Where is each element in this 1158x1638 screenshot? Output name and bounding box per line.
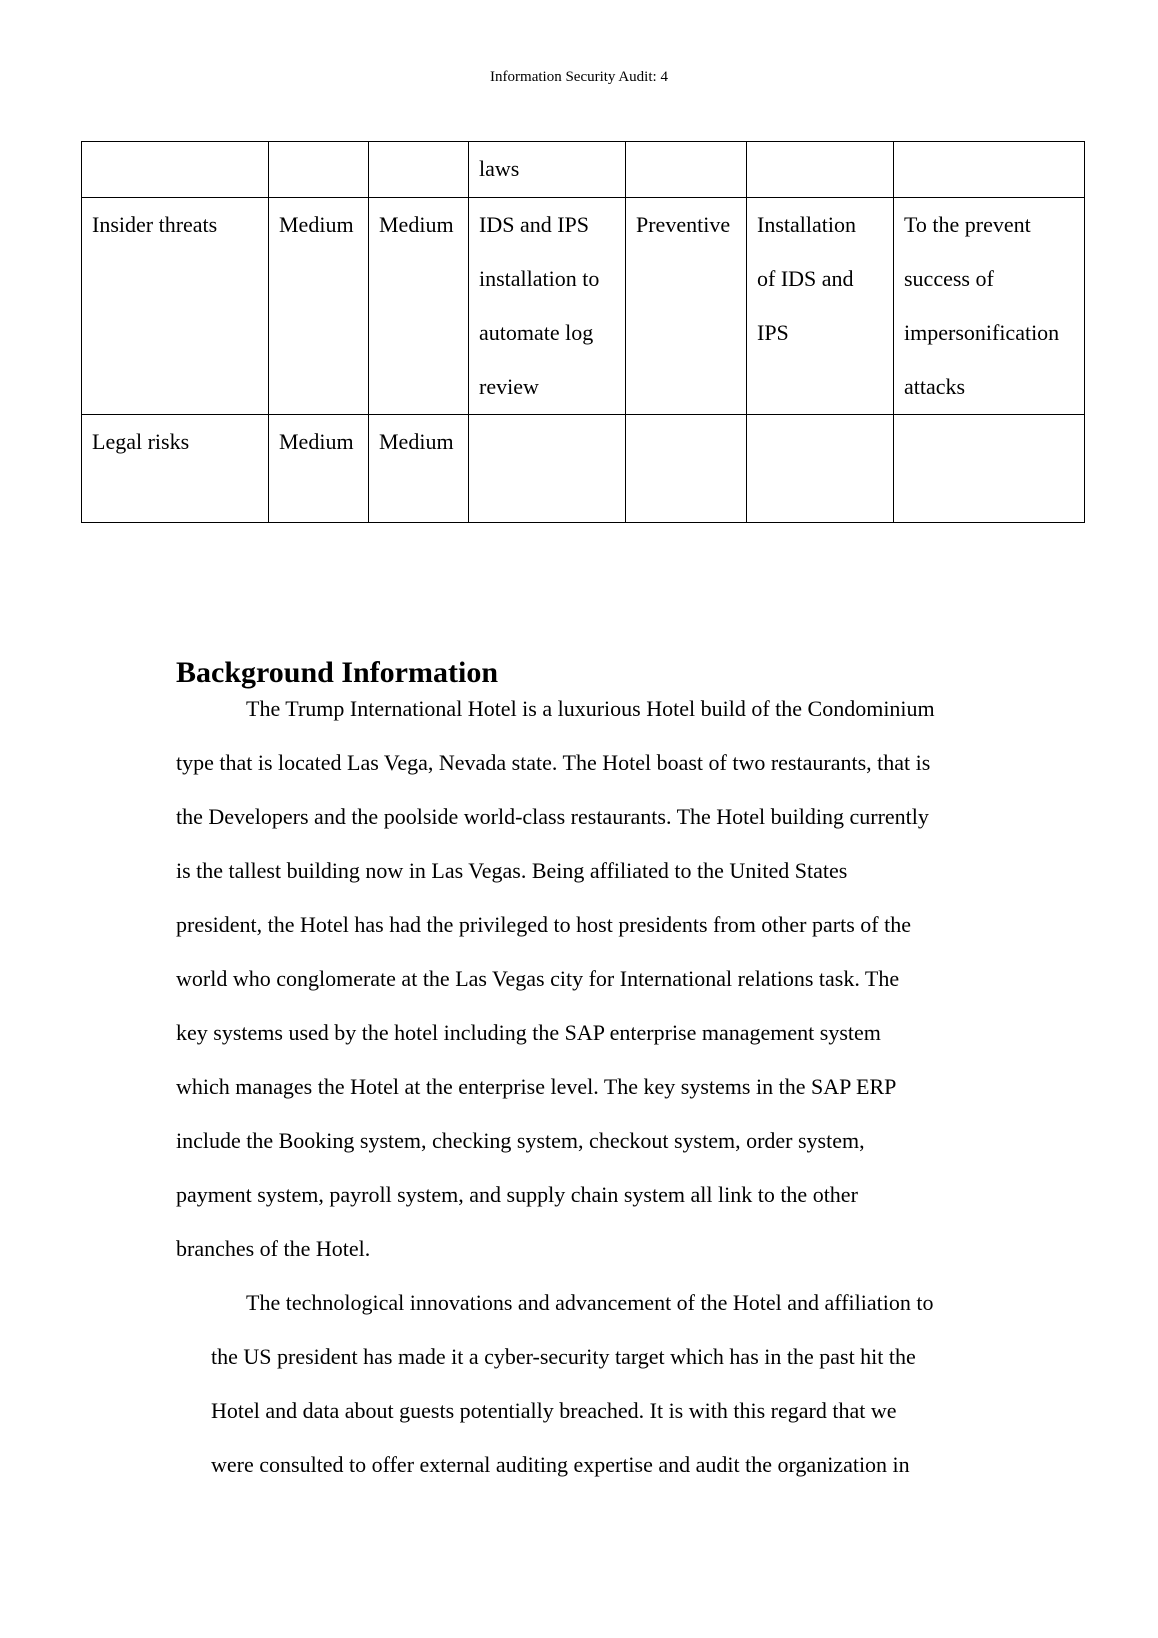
text-line: which manages the Hotel at the enterprise level. The key systems in the SAP ERP xyxy=(176,1074,897,1099)
cell-risk: Insider threats xyxy=(82,198,269,415)
cell-risk: Legal risks xyxy=(82,415,269,523)
cell-line: review xyxy=(479,374,539,399)
cell-control xyxy=(469,415,626,523)
table-row xyxy=(82,142,1085,198)
section-heading: Background Information xyxy=(176,656,499,689)
table-row xyxy=(82,415,1085,523)
cell-line: attacks xyxy=(904,374,966,399)
cell-line: success of xyxy=(904,266,994,291)
cell-line: of IDS and xyxy=(757,266,854,291)
cell-line: automate log xyxy=(479,320,594,345)
cell-action xyxy=(747,198,894,415)
cell-line: installation to xyxy=(479,266,600,291)
cell-action xyxy=(747,142,894,198)
risk-table xyxy=(81,141,1085,523)
text-line: is the tallest building now in Las Vegas. Being affiliated to the United States xyxy=(176,858,848,883)
cell-likelihood: Medium xyxy=(269,198,369,415)
cell-line: IPS xyxy=(757,320,789,345)
cell-risk xyxy=(82,142,269,198)
cell-impact: Medium xyxy=(369,415,469,523)
text-line: president, the Hotel has had the privileged to host presidents from other parts of the xyxy=(176,912,911,937)
text-line: branches of the Hotel. xyxy=(176,1236,371,1261)
cell-control: laws xyxy=(469,142,626,198)
text-line: The technological innovations and advancement of the Hotel and affiliation to xyxy=(246,1290,934,1315)
text-line: the Developers and the poolside world-class restaurants. The Hotel building currently xyxy=(176,804,929,829)
cell-control-type xyxy=(626,142,747,198)
cell-purpose xyxy=(894,415,1085,523)
cell-purpose xyxy=(894,142,1085,198)
cell-likelihood xyxy=(269,142,369,198)
text-line: were consulted to offer external auditing expertise and audit the organization in xyxy=(211,1452,910,1477)
text-line: type that is located Las Vega, Nevada state. The Hotel boast of two restaurants, that is xyxy=(176,750,931,775)
cell-line: impersonification xyxy=(904,320,1060,345)
text-line: world who conglomerate at the Las Vegas city for International relations task. The xyxy=(176,966,900,991)
cell-impact: Medium xyxy=(369,198,469,415)
cell-control-type: Preventive xyxy=(626,198,747,415)
text-line: payment system, payroll system, and supply chain system all link to the other xyxy=(176,1182,858,1207)
cell-line: IDS and IPS xyxy=(479,212,590,237)
paragraph-background xyxy=(176,697,1006,1291)
cell-action xyxy=(747,415,894,523)
text-line: key systems used by the hotel including the SAP enterprise management system xyxy=(176,1020,881,1045)
table-row xyxy=(82,198,1085,415)
paragraph-audit-context xyxy=(211,1291,1011,1507)
cell-line: To the prevent xyxy=(904,212,1031,237)
text-line: Hotel and data about guests potentially breached. It is with this regard that we xyxy=(211,1398,897,1423)
cell-control xyxy=(469,198,626,415)
text-line: include the Booking system, checking system, checkout system, order system, xyxy=(176,1128,865,1153)
running-head: Information Security Audit: 4 xyxy=(490,69,668,85)
cell-line: Installation xyxy=(757,212,856,237)
cell-likelihood: Medium xyxy=(269,415,369,523)
cell-purpose xyxy=(894,198,1085,415)
cell-control-type xyxy=(626,415,747,523)
text-line: The Trump International Hotel is a luxurious Hotel build of the Condominium xyxy=(246,696,935,721)
cell-impact xyxy=(369,142,469,198)
text-line: the US president has made it a cyber-security target which has in the past hit the xyxy=(211,1344,916,1369)
